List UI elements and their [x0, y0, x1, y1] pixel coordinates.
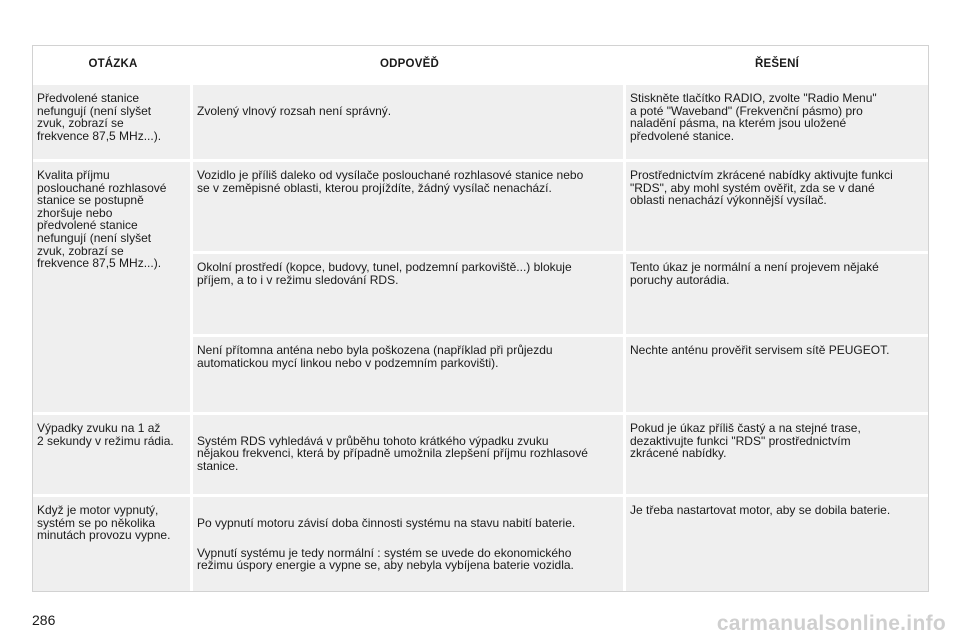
- header-question: OTÁZKA: [88, 58, 138, 70]
- row3-answer-text: Systém RDS vyhledává v průběhu tohoto krátkého výpadku zvuku nějakou frekvenci, která by případně umožnila zlepšení příjmu rozhlasové stanice.: [197, 433, 588, 473]
- row4-answer: [193, 497, 626, 591]
- row3-question: Výpadky zvuku na 1 až 2 sekundy v režimu rádia.: [33, 415, 193, 497]
- row2-question: Kvalita příjmu poslouchané rozhlasové stanice se postupně zhoršuje nebo předvolené stanice nefungují (není slyšet zvuk, zobrazí se frekvence 87,5 MHz...).: [33, 162, 193, 415]
- row2a-solution: Prostřednictvím zkrácené nabídky aktivujte funkci "RDS", aby mohl systém ověřit, zda se v dané oblasti nenachází výkonnější vysílač.: [626, 162, 928, 254]
- troubleshooting-table: [32, 45, 929, 592]
- row3-answer: [193, 415, 626, 497]
- table-header: [33, 46, 928, 85]
- row4-answer-text-1: Po vypnutí motoru závisí doba činnosti systému na stavu nabití baterie.: [197, 515, 576, 530]
- row2a-answer: Vozidlo je příliš daleko od vysílače poslouchané rozhlasové stanice nebo se v zeměpisné oblasti, kterou projíždíte, žádný vysílač nenachází.: [193, 162, 626, 254]
- row4-answer-text-2: Vypnutí systému je tedy normální : systém se uvede do ekonomického režimu úspory energie a vypne se, aby nebyla vybíjena baterie vozidla.: [197, 545, 574, 573]
- watermark: carmanualsonline.info: [716, 612, 946, 635]
- row3-solution: Pokud je úkaz příliš častý a na stejné trase, dezaktivujte funkci "RDS" prostřednictvím zkrácené nabídky.: [626, 415, 928, 497]
- row2b-solution: Tento úkaz je normální a není projevem nějaké poruchy autorádia.: [626, 254, 928, 337]
- table-body: [33, 85, 928, 591]
- row1-question: Předvolené stanice nefungují (není slyšet zvuk, zobrazí se frekvence 87,5 MHz...).: [33, 85, 193, 162]
- row4-solution: Je třeba nastartovat motor, aby se dobila baterie.: [626, 497, 928, 591]
- row1-solution: Stiskněte tlačítko RADIO, zvolte "Radio Menu" a poté "Waveband" (Frekvenční pásmo) pro naladění pásma, na kterém jsou uložené předvolené stanice.: [626, 85, 928, 162]
- row2b-answer: Okolní prostředí (kopce, budovy, tunel, podzemní parkoviště...) blokuje příjem, a to i v režimu sledování RDS.: [193, 254, 626, 337]
- row1-answer-text: Zvolený vlnový rozsah není správný.: [197, 103, 392, 118]
- row4-question: Když je motor vypnutý, systém se po několika minutách provozu vypne.: [33, 497, 193, 591]
- page-number: 286: [32, 612, 56, 628]
- row2c-answer: Není přítomna anténa nebo byla poškozena (například při průjezdu automatickou mycí linkou nebo v podzemním parkovišti).: [193, 337, 626, 415]
- row2c-solution: Nechte anténu prověřit servisem sítě PEUGEOT.: [626, 337, 928, 415]
- header-solution: ŘEŠENÍ: [754, 58, 800, 70]
- row1-answer: [193, 85, 626, 162]
- header-answer: ODPOVĚĎ: [380, 58, 439, 70]
